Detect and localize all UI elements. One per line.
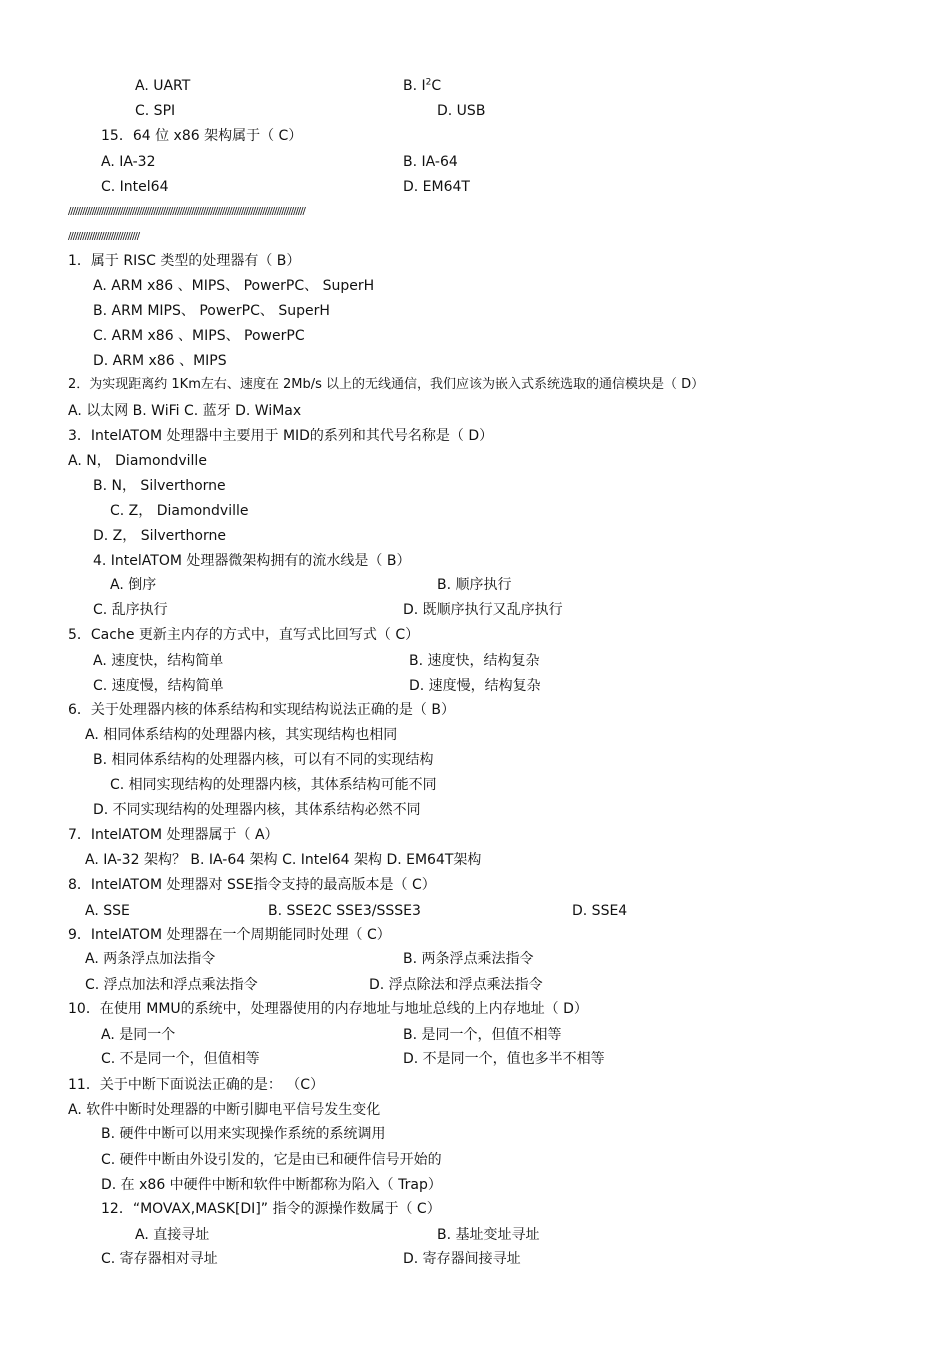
s9-option-b: B. 两条浮点乘法指令 — [403, 951, 534, 967]
s8-stem: 8．IntelATOM 处理器对 SSE指令支持的最高版本是（ C） — [68, 877, 436, 893]
s12-option-c: C. 寄存器相对寻址 — [101, 1251, 218, 1267]
s9-stem: 9．IntelATOM 处理器在一个周期能同时处理（ C） — [68, 927, 391, 943]
s9-option-a: A. 两条浮点加法指令 — [85, 951, 216, 967]
s8-option-bc: B. SSE2C SSE3/SSSE3 — [268, 903, 421, 919]
s9-option-c: C. 浮点加法和浮点乘法指令 — [85, 977, 258, 993]
q14-option-b: B. $I^2C$ — [403, 77, 442, 94]
s12-stem: 12．“MOVAX,MASK[DI]” 指令的源操作数属于（ C） — [101, 1201, 441, 1217]
s8-option-d: D. SSE4 — [572, 903, 628, 919]
s4-option-a: A. 倒序 — [110, 577, 157, 593]
s3-option-d: D. Z， Silverthorne — [93, 528, 226, 544]
q15-option-d: D. EM64T — [403, 179, 470, 195]
s5-option-d: D. 速度慢，结构复杂 — [409, 678, 541, 694]
s12-option-d: D. 寄存器间接寻址 — [403, 1251, 521, 1267]
s9-option-d: D. 浮点除法和浮点乘法指令 — [369, 977, 543, 993]
s5-option-c: C. 速度慢，结构简单 — [93, 678, 224, 694]
s8-option-a: A. SSE — [85, 903, 130, 919]
s10-option-c: C. 不是同一个，但值相等 — [101, 1051, 260, 1067]
q15-stem: 15．64 位 x86 架构属于（ C） — [101, 128, 303, 144]
s3-option-b: B. N， Silverthorne — [93, 478, 226, 494]
s6-option-c: C. 相同实现结构的处理器内核，其体系结构可能不同 — [110, 777, 437, 793]
q14-option-d: D. USB — [437, 103, 486, 119]
s10-option-b: B. 是同一个，但值不相等 — [403, 1027, 562, 1043]
s1-option-d: D. ARM x86 、MIPS — [93, 353, 227, 369]
s4-stem: 4. IntelATOM 处理器微架构拥有的流水线是（ B） — [93, 553, 411, 569]
s11-option-c: C. 硬件中断由外设引发的，它是由已和硬件信号开始的 — [101, 1152, 442, 1168]
q15-option-a: A. IA-32 — [101, 154, 156, 170]
s7-options: A. IA-32 架构？ B. IA-64 架构 C. Intel64 架构 D. EM64T架构 — [85, 852, 482, 868]
s2-stem: 2．为实现距离约 1Km左右、速度在 2Mb/s 以上的无线通信，我们应该为嵌入式系统选取的通信模块是（ D） — [68, 377, 705, 392]
s5-stem: 5．Cache 更新主内存的方式中，直写式比回写式（ C） — [68, 627, 420, 643]
s4-option-c: C. 乱序执行 — [93, 602, 168, 618]
s10-option-a: A. 是同一个 — [101, 1027, 176, 1043]
s4-option-b: B. 顺序执行 — [437, 577, 512, 593]
q15-option-c: C. Intel64 — [101, 179, 169, 195]
s3-option-c: C. Z， Diamondville — [110, 503, 249, 519]
s7-stem: 7．IntelATOM 处理器属于（ A） — [68, 827, 279, 843]
s6-option-b: B. 相同体系结构的处理器内核，可以有不同的实现结构 — [93, 752, 434, 768]
s11-stem: 11．关于中断下面说法正确的是： （C） — [68, 1077, 325, 1093]
s1-option-c: C. ARM x86 、MIPS、 PowerPC — [93, 328, 305, 344]
s12-option-b: B. 基址变址寻址 — [437, 1227, 540, 1243]
s6-stem: 6．关于处理器内核的体系结构和实现结构说法正确的是（ B） — [68, 702, 455, 718]
s10-option-d: D. 不是同一个，值也多半不相等 — [403, 1051, 605, 1067]
s6-option-d: D. 不同实现结构的处理器内核，其体系结构必然不同 — [93, 802, 421, 818]
q14-option-c: C. SPI — [135, 103, 176, 119]
separator-line-2: ////////////////////////////// — [68, 231, 140, 242]
s1-option-b: B. ARM MIPS、 PowerPC、 SuperH — [93, 303, 330, 319]
separator-line-1: //////////////////////////////////////////////////////////////////////////////////////////////////// — [68, 206, 305, 217]
s10-stem: 10．在使用 MMU的系统中，处理器使用的内存地址与地址总线的上内存地址（ D） — [68, 1001, 588, 1017]
q14-option-a: A. UART — [135, 78, 191, 94]
s1-stem: 1．属于 RISC 类型的处理器有（ B） — [68, 253, 301, 269]
s11-option-a: A. 软件中断时处理器的中断引脚电平信号发生变化 — [68, 1102, 381, 1118]
s11-option-d: D. 在 x86 中硬件中断和软件中断都称为陷入（ Trap） — [101, 1177, 442, 1193]
s5-option-b: B. 速度快，结构复杂 — [409, 653, 540, 669]
s12-option-a: A. 直接寻址 — [135, 1227, 210, 1243]
q15-option-b: B. IA-64 — [403, 154, 458, 170]
s6-option-a: A. 相同体系结构的处理器内核，其实现结构也相同 — [85, 727, 398, 743]
s3-stem: 3．IntelATOM 处理器中主要用于 MID的系列和其代号名称是（ D） — [68, 428, 494, 444]
s3-option-a: A. N， Diamondville — [68, 453, 207, 469]
s5-option-a: A. 速度快，结构简单 — [93, 653, 224, 669]
s1-option-a: A. ARM x86 、MIPS、 PowerPC、 SuperH — [93, 278, 375, 294]
s11-option-b: B. 硬件中断可以用来实现操作系统的系统调用 — [101, 1126, 386, 1142]
s4-option-d: D. 既顺序执行又乱序执行 — [403, 602, 563, 618]
s2-options: A. 以太网 B. WiFi C. 蓝牙 D. WiMax — [68, 403, 302, 419]
